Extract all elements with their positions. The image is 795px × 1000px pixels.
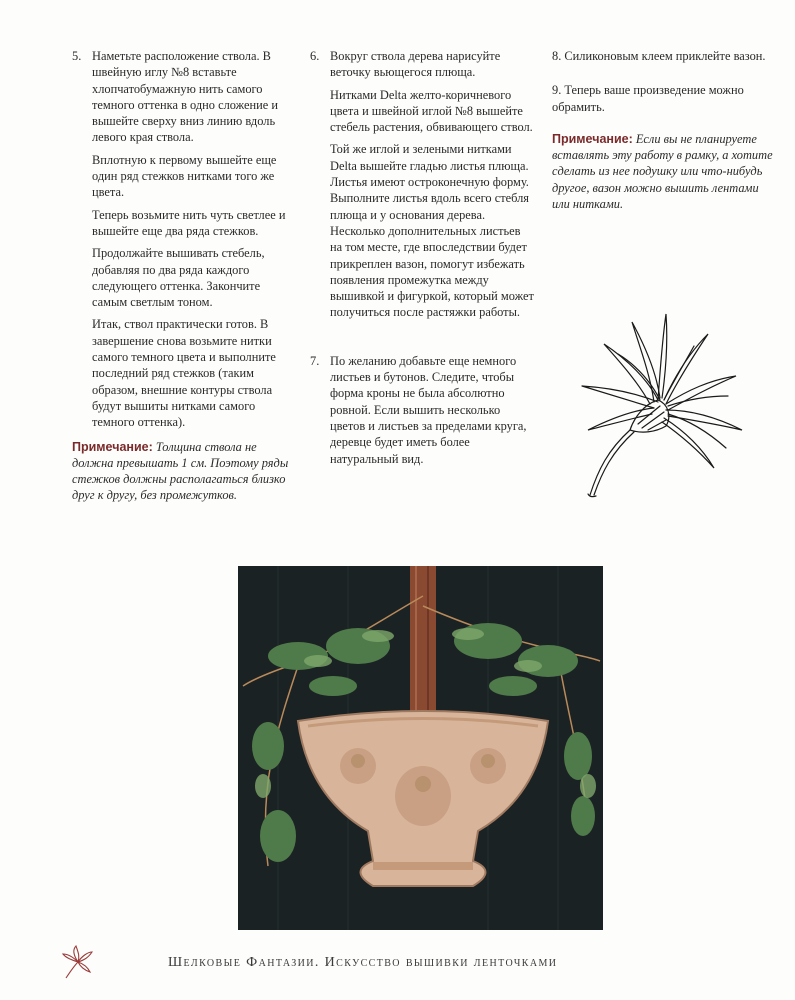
step-5 — [72, 48, 292, 437]
paragraph: По желанию добавьте еще немного листьев и бутонов. Следите, чтобы форма кроны не была абсолютно ровной. Если вышить несколько цветов и листьев за пределами круга, деревце будет иметь более натуральный вид. — [330, 353, 527, 466]
paragraph: Вокруг ствола дерева нарисуйте веточку вьющегося плюща. — [330, 49, 501, 80]
step-number: 7. — [310, 353, 320, 368]
step-9: 9. Теперь ваше произведение можно обрамить. — [552, 83, 744, 114]
paragraph: Наметьте расположение ствола. В швейную иглу №8 вставьте хлопчатобумажную нить самого темного оттенка в одно сложение и вышейте сверху вниз линию вдоль левого края ствола. — [92, 49, 279, 145]
paragraph: Продолжайте вышивать стебель, добавляя по два ряда каждого следующего оттенка. Закончите самым светлым тоном. — [92, 246, 265, 310]
step-body — [330, 353, 535, 473]
column-right — [552, 48, 774, 212]
flower-sketch-illustration — [568, 300, 750, 500]
note-text: Толщина ствола не должна превышать 1 см. Поэтому ряды стежков должны располагаться близко друг к другу, без промежутков. — [72, 439, 289, 503]
step-number: 5. — [72, 49, 82, 63]
flower-emblem-icon — [60, 944, 94, 980]
column-middle — [310, 48, 535, 473]
note-trunk — [72, 439, 292, 504]
step-6 — [310, 48, 535, 327]
note-label: Примечание: — [552, 131, 633, 146]
footer-book-title: Шелковые Фантазии. Искусство вышивки ленточками — [168, 955, 558, 970]
embroidery-photo — [238, 566, 603, 930]
paragraph: Теперь возьмите нить чуть светлее и вышейте еще два ряда стежков. — [92, 207, 286, 238]
column-left — [72, 48, 292, 504]
paragraph: Вплотную к первому вышейте еще один ряд стежков нитками того же цвета. — [92, 152, 277, 200]
paragraph: Итак, ствол практически готов. В завершение снова возьмите нитки самого темного цвета и выполните последний ряд стежков (таким образом, внешние контуры ствола будут вышиты нитками самого темного оттенка). — [92, 317, 276, 430]
paragraph: Нитками Delta желто-коричневого цвета и швейной иглой №8 вышейте стебель растения, обвивающего ствол. — [330, 87, 533, 135]
note-pillow — [552, 131, 774, 212]
step-7 — [310, 353, 535, 473]
note-label: Примечание: — [72, 439, 153, 454]
note-text: Если вы не планируете вставлять эту работу в рамку, а хотите сделать из нее подушку или что-нибудь другое, вазон можно вышить лентами или нитками. — [552, 131, 773, 212]
step-body — [92, 48, 292, 437]
step-8: 8. Силиконовым клеем приклейте вазон. — [552, 49, 766, 63]
paragraph: Той же иглой и зелеными нитками Delta вышейте гладью листья плюща. Листья имеют остроконечную форму. Выполните листья вдоль всего стебля плюща и у основания дерева. Несколько дополнительных листьев на том месте, где впоследствии будет прикреплен вазон, помогут избежать появления промежутка между вышивкой и фигуркой, который может получиться после растяжки работы. — [330, 142, 534, 320]
step-number: 6. — [310, 49, 320, 63]
step-body — [330, 48, 535, 327]
